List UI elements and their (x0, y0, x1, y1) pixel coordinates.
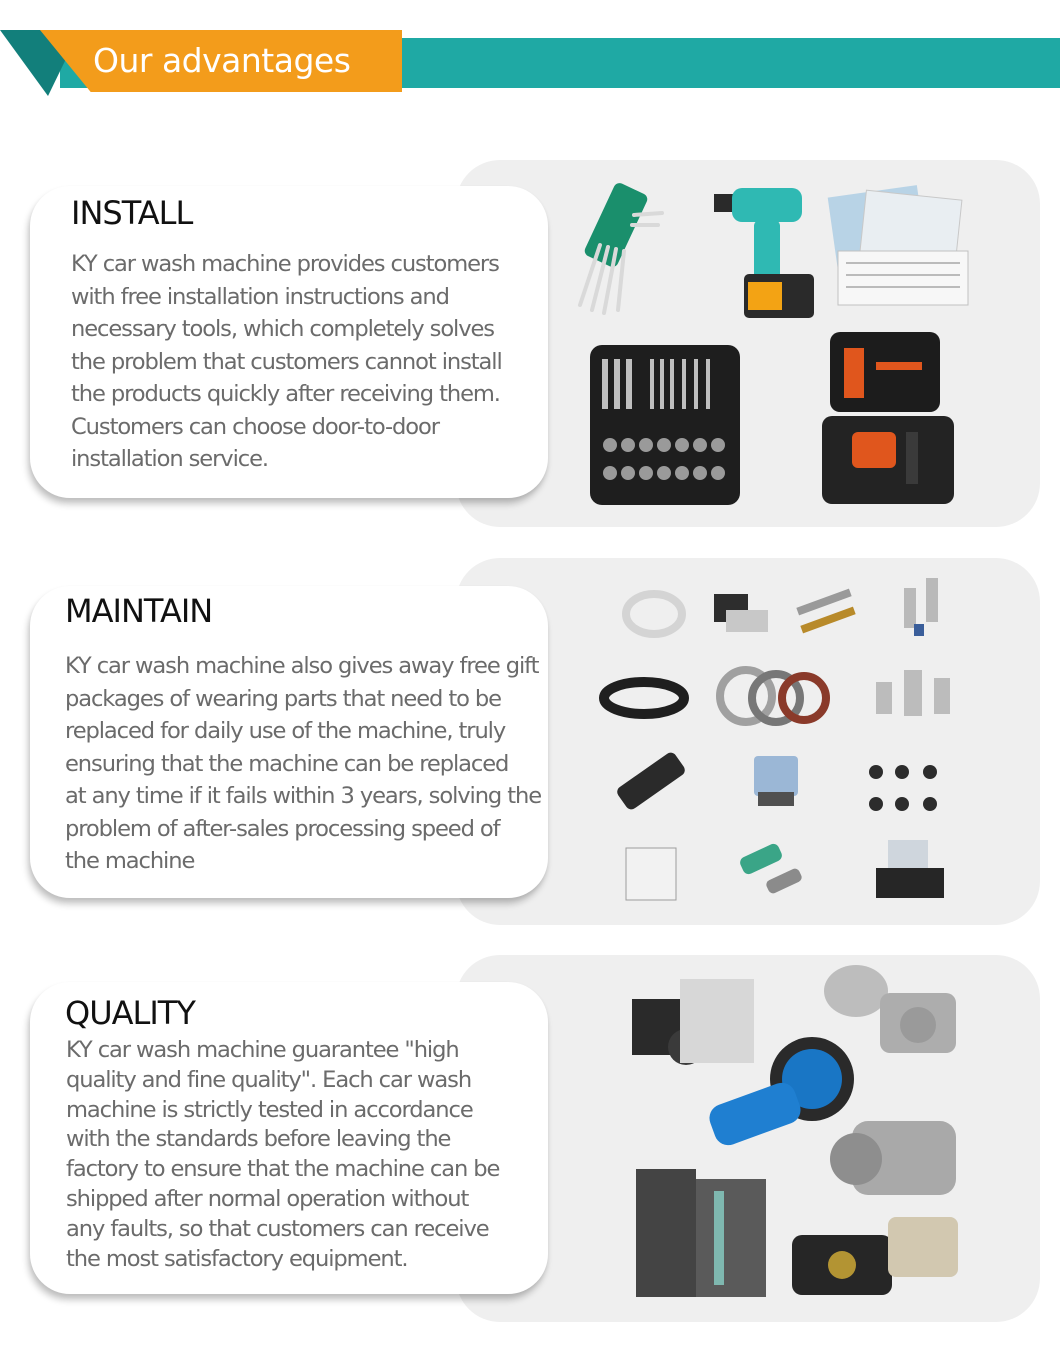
circuit-breaker-icon (626, 848, 676, 900)
timing-belt-icon (626, 594, 682, 634)
instruction-manuals-icon (828, 185, 968, 305)
page-title: Our advantages (93, 41, 351, 80)
maintain-card (30, 586, 548, 898)
v-belt-icon (604, 682, 684, 714)
relay-icon (876, 840, 944, 898)
plc-controller-icon (636, 1169, 766, 1297)
solenoid-valve-icon (714, 594, 768, 632)
hex-connectors-icon (876, 670, 950, 716)
tee-fittings-icon (869, 765, 937, 811)
gear-reducer-icon (824, 965, 956, 1053)
proximity-sensors-icon (738, 842, 803, 895)
quality-title: QUALITY (65, 994, 195, 1032)
rotary-joint-icon (615, 750, 687, 811)
section-banner (0, 0, 1060, 110)
install-description: KY car wash machine provides customers with free installation instructions and necessary tools, which completely solves the problem that customers cannot install the products quickly after receiving them. Customers can choose door-to-door installation service. (71, 251, 502, 472)
socket-wrench-case-icon (590, 345, 740, 505)
ball-bearings-icon (720, 670, 826, 722)
shock-absorber-icon (796, 589, 855, 634)
electric-motor-icon (830, 1121, 956, 1195)
servo-motor-drive-icon (632, 979, 754, 1065)
cordless-impact-wrench-icon (714, 188, 814, 318)
pneumatic-fittings-icon (904, 578, 938, 636)
high-pressure-pump-icon (792, 1217, 958, 1295)
dosing-pump-icon (754, 756, 798, 806)
tool-kit-case-icon (822, 332, 954, 504)
install-card (30, 186, 548, 498)
install-title: INSTALL (71, 194, 193, 232)
quality-card (30, 982, 548, 1294)
maintain-title: MAINTAIN (65, 592, 213, 630)
hex-key-set-icon (580, 181, 662, 313)
maintain-description: KY car wash machine also gives away free gift packages of wearing parts that need to be replaced for daily use of the machine, truly ensuring that the machine can be replaced at any time if it fails within 3 years, solving the problem of after-sales processing speed of the machine (65, 653, 542, 874)
quality-description: KY car wash machine guarantee "high quality and fine quality". Each car wash machine is strictly tested in accordance with the standards before leaving the factory to ensure that the machine can be shipped after normal operation without any faults, so that customers can receive the most satisfactory equipment. (66, 1037, 500, 1272)
